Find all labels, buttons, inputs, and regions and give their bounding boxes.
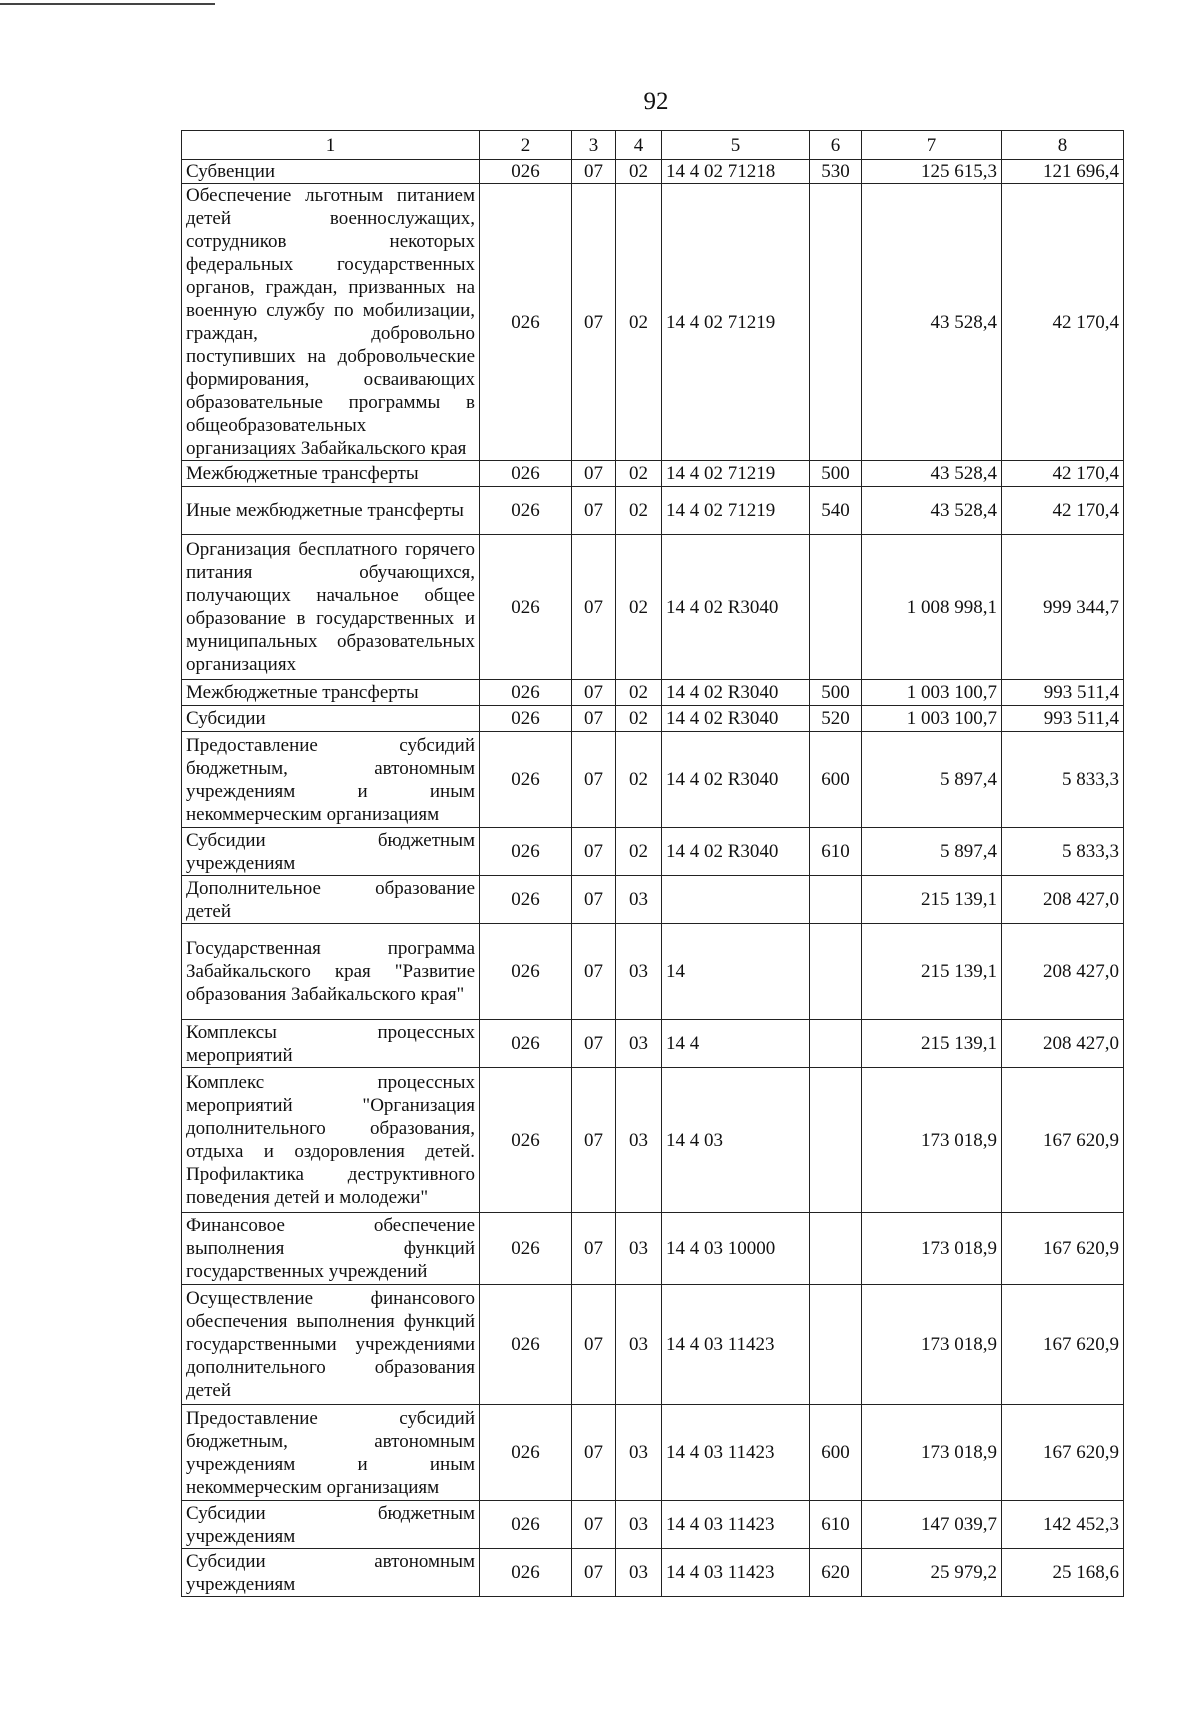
ministry-code: 026 (480, 1068, 572, 1213)
expense-type-code: 500 (810, 461, 862, 487)
amount-year-2: 42 170,4 (1002, 461, 1124, 487)
target-code: 14 4 03 11423 (662, 1285, 810, 1405)
column-header: 5 (662, 131, 810, 160)
amount-year-2: 5 833,3 (1002, 732, 1124, 828)
subsection-code: 02 (616, 706, 662, 732)
target-code: 14 4 02 R3040 (662, 828, 810, 876)
section-code: 07 (572, 1405, 616, 1501)
table-row (182, 1405, 1124, 1501)
table-row (182, 732, 1124, 828)
section-code: 07 (572, 487, 616, 535)
expense-type-code: 610 (810, 1501, 862, 1549)
row-name: Субсидии автономным учреждениям (182, 1549, 480, 1597)
amount-year-2: 208 427,0 (1002, 1020, 1124, 1068)
amount-year-1: 1 008 998,1 (862, 535, 1002, 680)
expense-type-code: 530 (810, 160, 862, 184)
target-code: 14 4 (662, 1020, 810, 1068)
expense-type-code (810, 1068, 862, 1213)
amount-year-1: 1 003 100,7 (862, 706, 1002, 732)
row-name: Финансовое обеспечение выполнения функций государственных учреждений (182, 1213, 480, 1285)
table-row (182, 828, 1124, 876)
target-code: 14 4 02 71219 (662, 184, 810, 461)
target-code: 14 4 02 R3040 (662, 680, 810, 706)
amount-year-2: 167 620,9 (1002, 1213, 1124, 1285)
ministry-code: 026 (480, 706, 572, 732)
ministry-code: 026 (480, 828, 572, 876)
ministry-code: 026 (480, 732, 572, 828)
expense-type-code (810, 1213, 862, 1285)
section-code: 07 (572, 876, 616, 924)
expense-type-code (810, 876, 862, 924)
ministry-code: 026 (480, 1285, 572, 1405)
expense-type-code (810, 1020, 862, 1068)
table-header-row (182, 131, 1124, 160)
amount-year-1: 173 018,9 (862, 1068, 1002, 1213)
table-row (182, 1501, 1124, 1549)
expense-type-code: 520 (810, 706, 862, 732)
target-code: 14 4 02 71218 (662, 160, 810, 184)
table-row (182, 535, 1124, 680)
row-name: Дополнительное образование детей (182, 876, 480, 924)
subsection-code: 03 (616, 1549, 662, 1597)
section-code: 07 (572, 1020, 616, 1068)
target-code: 14 (662, 924, 810, 1020)
row-name: Межбюджетные трансферты (182, 680, 480, 706)
row-name: Предоставление субсидий бюджетным, автономным учреждениям и иным некоммерческим организациям (182, 1405, 480, 1501)
column-header: 6 (810, 131, 862, 160)
column-header: 2 (480, 131, 572, 160)
subsection-code: 03 (616, 1020, 662, 1068)
subsection-code: 02 (616, 461, 662, 487)
amount-year-1: 173 018,9 (862, 1213, 1002, 1285)
section-code: 07 (572, 1285, 616, 1405)
table-row (182, 706, 1124, 732)
table-row (182, 876, 1124, 924)
subsection-code: 03 (616, 1501, 662, 1549)
row-name: Комплексы процессных мероприятий (182, 1020, 480, 1068)
row-name: Субсидии бюджетным учреждениям (182, 828, 480, 876)
ministry-code: 026 (480, 1405, 572, 1501)
amount-year-2: 208 427,0 (1002, 924, 1124, 1020)
section-code: 07 (572, 924, 616, 1020)
ministry-code: 026 (480, 1501, 572, 1549)
expense-type-code: 500 (810, 680, 862, 706)
amount-year-1: 173 018,9 (862, 1285, 1002, 1405)
expense-type-code: 600 (810, 732, 862, 828)
section-code: 07 (572, 461, 616, 487)
subsection-code: 03 (616, 1405, 662, 1501)
row-name: Субсидии бюджетным учреждениям (182, 1501, 480, 1549)
section-code: 07 (572, 1068, 616, 1213)
ministry-code: 026 (480, 680, 572, 706)
row-name: Организация бесплатного горячего питания обучающихся, получающих начальное общее образование в государственных и муниципальных образовательных организациях (182, 535, 480, 680)
subsection-code: 03 (616, 1213, 662, 1285)
ministry-code: 026 (480, 924, 572, 1020)
ministry-code: 026 (480, 535, 572, 680)
subsection-code: 03 (616, 924, 662, 1020)
expense-type-code (810, 535, 862, 680)
ministry-code: 026 (480, 461, 572, 487)
row-name: Обеспечение льготным питанием детей военнослужащих, сотрудников некоторых федеральных государственных органов, граждан, призванных на военную службу по мобилизации, граждан, добровольно поступивших на добровольческие формирования, осваивающих образовательные программы в общеобразовательных организациях Забайкальского края (182, 184, 480, 461)
subsection-code: 02 (616, 160, 662, 184)
amount-year-1: 125 615,3 (862, 160, 1002, 184)
target-code: 14 4 03 (662, 1068, 810, 1213)
column-header: 8 (1002, 131, 1124, 160)
row-name: Осуществление финансового обеспечения выполнения функций государственными учреждениями дополнительного образования детей (182, 1285, 480, 1405)
target-code: 14 4 03 11423 (662, 1405, 810, 1501)
row-name: Государственная программа Забайкальского края "Развитие образования Забайкальского края" (182, 924, 480, 1020)
subsection-code: 02 (616, 680, 662, 706)
amount-year-2: 167 620,9 (1002, 1285, 1124, 1405)
column-header: 3 (572, 131, 616, 160)
page-number: 92 (643, 88, 669, 115)
subsection-code: 02 (616, 184, 662, 461)
column-header: 4 (616, 131, 662, 160)
row-name: Субвенции (182, 160, 480, 184)
ministry-code: 026 (480, 1213, 572, 1285)
amount-year-1: 25 979,2 (862, 1549, 1002, 1597)
table-row (182, 160, 1124, 184)
subsection-code: 03 (616, 1285, 662, 1405)
expense-type-code: 600 (810, 1405, 862, 1501)
amount-year-2: 142 452,3 (1002, 1501, 1124, 1549)
amount-year-1: 215 139,1 (862, 924, 1002, 1020)
expense-type-code (810, 924, 862, 1020)
table-row (182, 1020, 1124, 1068)
ministry-code: 026 (480, 1549, 572, 1597)
target-code: 14 4 03 11423 (662, 1549, 810, 1597)
section-code: 07 (572, 706, 616, 732)
amount-year-1: 43 528,4 (862, 461, 1002, 487)
amount-year-1: 5 897,4 (862, 828, 1002, 876)
section-code: 07 (572, 535, 616, 680)
table-row (182, 680, 1124, 706)
target-code: 14 4 02 71219 (662, 461, 810, 487)
table-row (182, 461, 1124, 487)
ministry-code: 026 (480, 1020, 572, 1068)
expense-type-code (810, 184, 862, 461)
amount-year-2: 121 696,4 (1002, 160, 1124, 184)
target-code: 14 4 03 10000 (662, 1213, 810, 1285)
subsection-code: 02 (616, 487, 662, 535)
expense-type-code: 620 (810, 1549, 862, 1597)
target-code (662, 876, 810, 924)
table-row (182, 1213, 1124, 1285)
amount-year-1: 5 897,4 (862, 732, 1002, 828)
amount-year-1: 215 139,1 (862, 876, 1002, 924)
table-row (182, 184, 1124, 461)
target-code: 14 4 02 R3040 (662, 732, 810, 828)
amount-year-1: 215 139,1 (862, 1020, 1002, 1068)
amount-year-1: 1 003 100,7 (862, 680, 1002, 706)
column-header: 1 (182, 131, 480, 160)
ministry-code: 026 (480, 160, 572, 184)
section-code: 07 (572, 1501, 616, 1549)
ministry-code: 026 (480, 184, 572, 461)
subsection-code: 02 (616, 732, 662, 828)
subsection-code: 02 (616, 828, 662, 876)
section-code: 07 (572, 1549, 616, 1597)
table-body (182, 160, 1124, 1597)
section-code: 07 (572, 160, 616, 184)
ministry-code: 026 (480, 487, 572, 535)
table-row (182, 487, 1124, 535)
section-code: 07 (572, 1213, 616, 1285)
row-name: Межбюджетные трансферты (182, 461, 480, 487)
table-row (182, 924, 1124, 1020)
subsection-code: 02 (616, 535, 662, 680)
row-name: Иные межбюджетные трансферты (182, 487, 480, 535)
table-row (182, 1549, 1124, 1597)
target-code: 14 4 03 11423 (662, 1501, 810, 1549)
amount-year-2: 167 620,9 (1002, 1405, 1124, 1501)
target-code: 14 4 02 R3040 (662, 706, 810, 732)
ministry-code: 026 (480, 876, 572, 924)
target-code: 14 4 02 71219 (662, 487, 810, 535)
expense-type-code (810, 1285, 862, 1405)
amount-year-2: 208 427,0 (1002, 876, 1124, 924)
amount-year-1: 43 528,4 (862, 184, 1002, 461)
subsection-code: 03 (616, 876, 662, 924)
amount-year-1: 43 528,4 (862, 487, 1002, 535)
amount-year-2: 42 170,4 (1002, 487, 1124, 535)
amount-year-2: 999 344,7 (1002, 535, 1124, 680)
row-name: Комплекс процессных мероприятий "Организация дополнительного образования, отдыха и оздоровления детей. Профилактика деструктивного поведения детей и молодежи" (182, 1068, 480, 1213)
section-code: 07 (572, 732, 616, 828)
amount-year-2: 993 511,4 (1002, 680, 1124, 706)
scan-edge-rule (0, 3, 215, 5)
column-header: 7 (862, 131, 1002, 160)
section-code: 07 (572, 828, 616, 876)
amount-year-2: 993 511,4 (1002, 706, 1124, 732)
row-name: Субсидии (182, 706, 480, 732)
expense-type-code: 540 (810, 487, 862, 535)
amount-year-1: 173 018,9 (862, 1405, 1002, 1501)
section-code: 07 (572, 184, 616, 461)
target-code: 14 4 02 R3040 (662, 535, 810, 680)
amount-year-2: 42 170,4 (1002, 184, 1124, 461)
budget-table (181, 130, 1124, 1597)
section-code: 07 (572, 680, 616, 706)
amount-year-1: 147 039,7 (862, 1501, 1002, 1549)
table-row (182, 1068, 1124, 1213)
row-name: Предоставление субсидий бюджетным, автономным учреждениям и иным некоммерческим организациям (182, 732, 480, 828)
expense-type-code: 610 (810, 828, 862, 876)
subsection-code: 03 (616, 1068, 662, 1213)
amount-year-2: 167 620,9 (1002, 1068, 1124, 1213)
amount-year-2: 25 168,6 (1002, 1549, 1124, 1597)
table-row (182, 1285, 1124, 1405)
amount-year-2: 5 833,3 (1002, 828, 1124, 876)
